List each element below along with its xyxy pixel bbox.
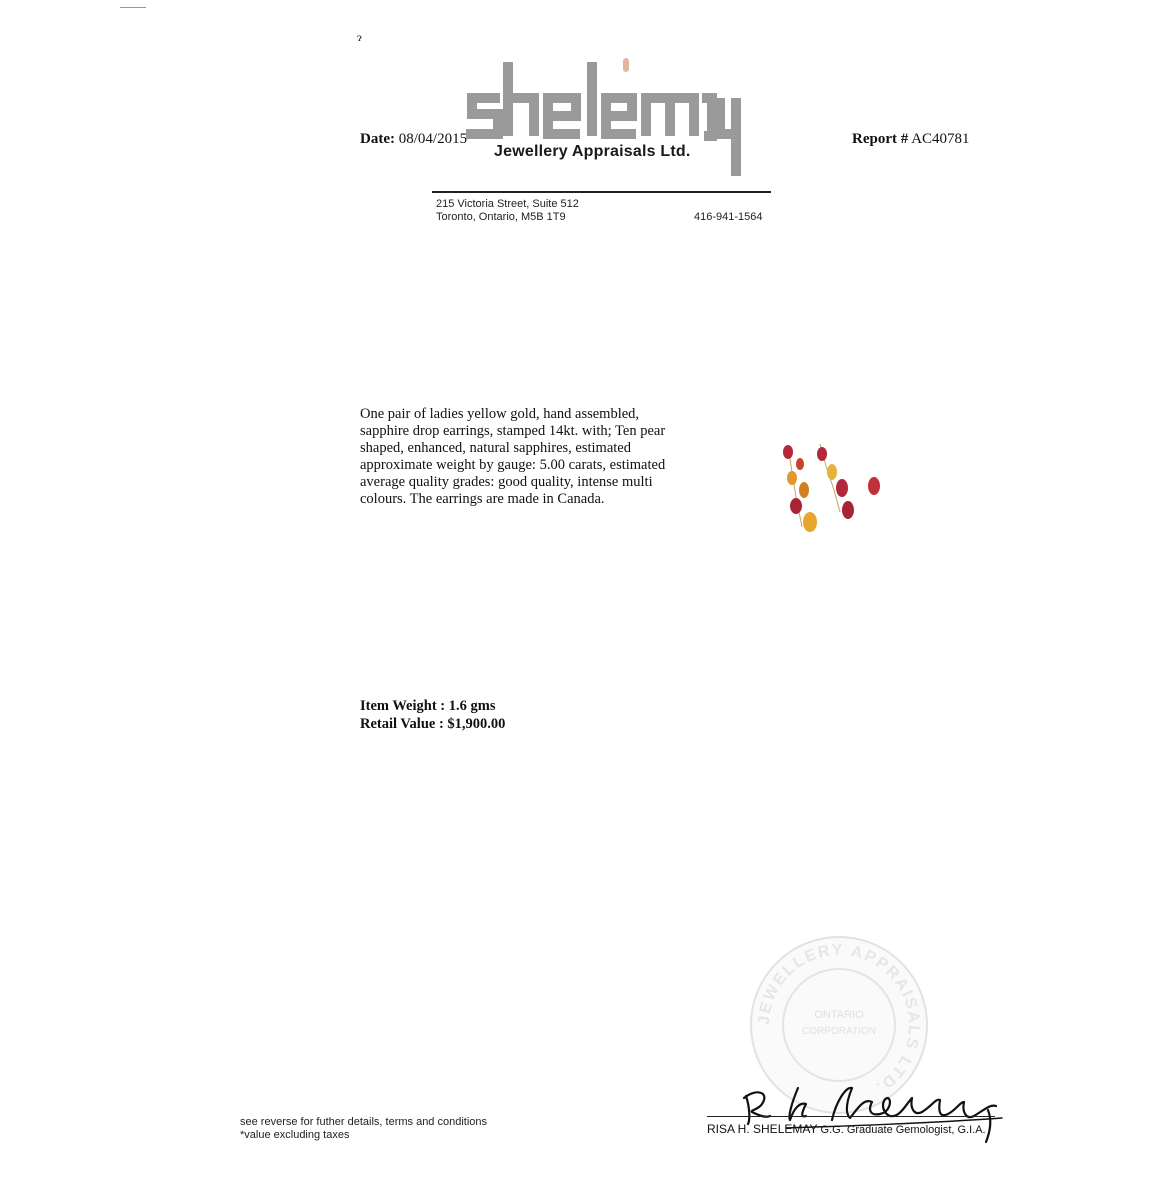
company-name: Jewellery Appraisals Ltd. (494, 143, 691, 160)
appraisal-date (360, 131, 467, 148)
signature (740, 1068, 1008, 1148)
description-line: colours. The earrings are made in Canada. (360, 491, 605, 507)
address-line-1: 215 Victoria Street, Suite 512 (436, 198, 579, 210)
date-value: 08/04/2015 (398, 131, 468, 147)
weight-label: Item Weight : (360, 698, 446, 714)
tax-note: *value excluding taxes (240, 1129, 350, 1141)
signer-block (707, 1122, 986, 1136)
report-value: AC40781 (911, 131, 970, 147)
description-line: sapphire drop earrings, stamped 14kt. with; Ten pear (360, 423, 666, 439)
retail-value (360, 716, 505, 733)
header-rule (432, 191, 771, 193)
seal-inner-text-1: ONTARIO (814, 1009, 864, 1021)
address-line-2: Toronto, Ontario, M5B 1T9 (436, 211, 566, 223)
item-weight (360, 698, 495, 715)
weight-value: 1.6 gms (448, 698, 496, 714)
item-description (360, 406, 740, 508)
scan-tick-mark: ɂ (357, 30, 362, 44)
earrings-photo (770, 442, 885, 542)
description-line: average quality grades: good quality, intense multi (360, 474, 653, 490)
value-value: $1,900.00 (447, 716, 506, 732)
signer-title: G.G. Graduate Gemologist, G.I.A. (820, 1124, 986, 1136)
seal-ring-text: JEWELLERY APPRAISALS LTD. (755, 941, 923, 1097)
shelemay-logo (458, 58, 748, 180)
description-line: shaped, enhanced, natural sapphires, estimated (360, 440, 631, 456)
signature-line (707, 1116, 995, 1117)
seal-inner-text-2: CORPORATION (802, 1026, 876, 1037)
report-number (852, 131, 970, 148)
terms-note: see reverse for futher details, terms and conditions (240, 1116, 488, 1128)
date-label: Date: (360, 131, 395, 147)
description-line: approximate weight by gauge: 5.00 carats, estimated (360, 457, 666, 473)
value-label: Retail Value : (360, 716, 444, 732)
report-label: Report # (852, 131, 909, 147)
scan-mark (120, 7, 146, 8)
description-line: One pair of ladies yellow gold, hand assembled, (360, 406, 640, 422)
phone-number: 416-941-1564 (694, 211, 763, 223)
signer-name: RISA H. SHELEMAY (707, 1122, 818, 1136)
